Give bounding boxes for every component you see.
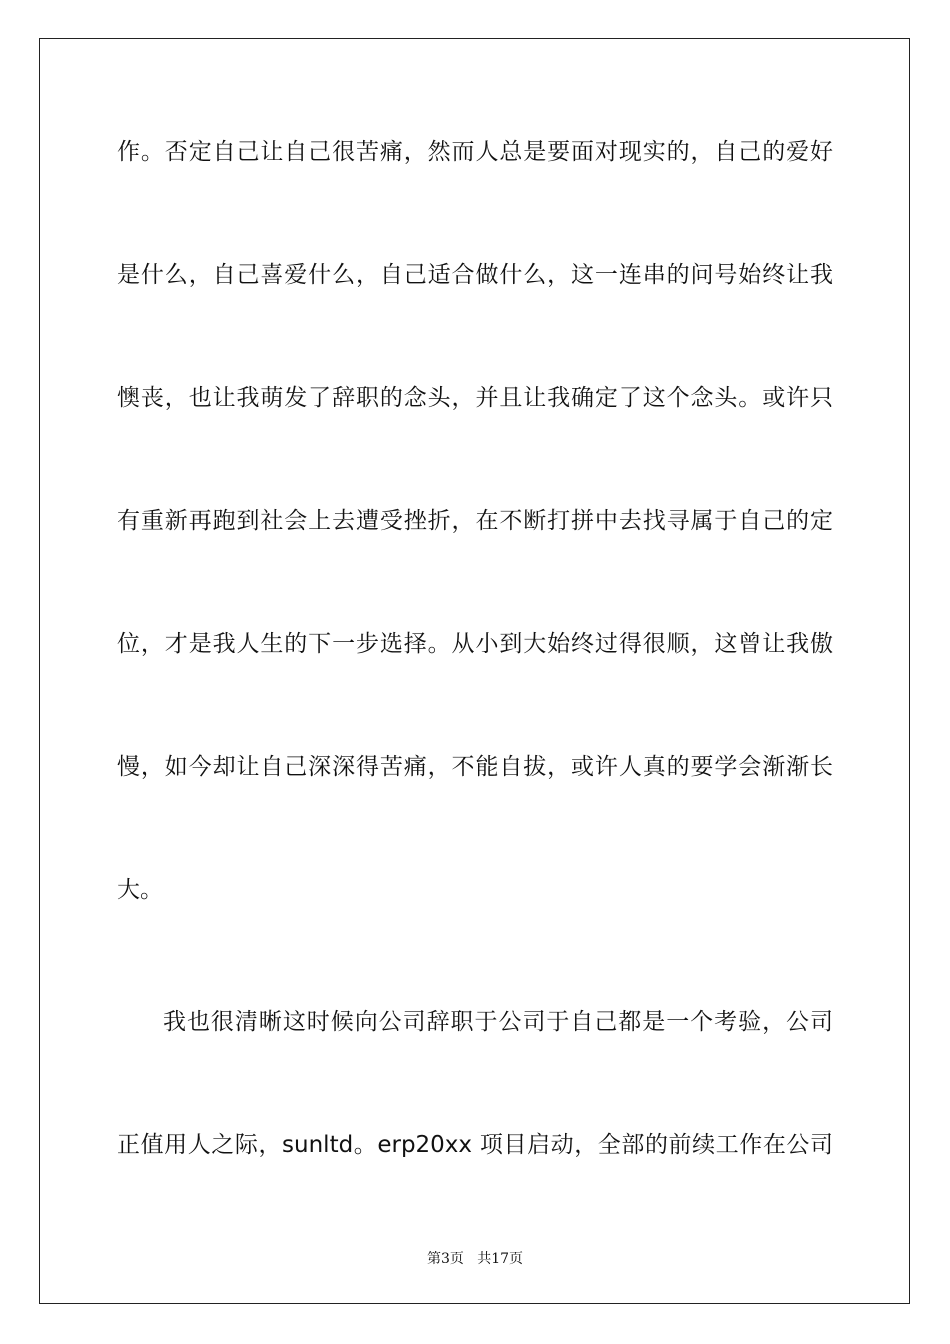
text-line-5: 位，才是我人生的下一步选择。从小到大始终过得很顺，这曾让我傲	[117, 631, 833, 657]
text-line-3: 懊丧，也让我萌发了辞职的念头，并且让我确定了这个念头。或许只	[117, 385, 833, 411]
text-line-6: 慢，如今却让自己深深得苦痛，不能自拔，或许人真的要学会渐渐长	[117, 754, 833, 780]
text-line-7: 大。	[117, 877, 163, 903]
page-footer: 第3页 共17页	[426, 1251, 524, 1267]
text-line-8: 我也很清晰这时候向公司辞职于公司于自己都是一个考验，公司	[163, 1009, 833, 1035]
text-line-9: 正值用人之际，sunltd。erp20xx 项目启动，全部的前续工作在公司	[117, 1132, 833, 1158]
text-line-1: 作。否定自己让自己很苦痛，然而人总是要面对现实的，自己的爱好	[117, 139, 833, 165]
page-border	[39, 38, 910, 1304]
text-line-2: 是什么，自己喜爱什么，自己适合做什么，这一连串的问号始终让我	[117, 262, 833, 288]
text-line-4: 有重新再跑到社会上去遭受挫折，在不断打拼中去找寻属于自己的定	[117, 508, 833, 534]
